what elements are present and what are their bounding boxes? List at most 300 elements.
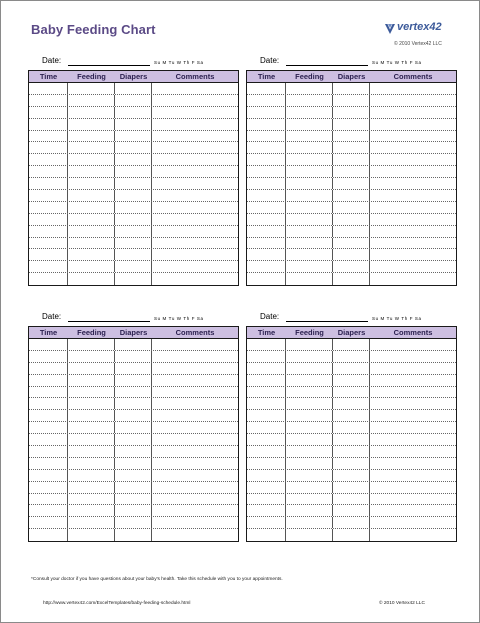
time-cell[interactable] [247,470,286,481]
comments-cell[interactable] [370,398,456,409]
diapers-cell[interactable] [333,95,370,106]
comments-cell[interactable] [370,95,456,106]
feeding-cell[interactable] [286,339,333,350]
time-cell[interactable] [247,482,286,493]
time-cell[interactable] [29,249,68,260]
feeding-cell[interactable] [286,482,333,493]
time-cell[interactable] [29,422,68,433]
comments-cell[interactable] [152,458,238,469]
feeding-cell[interactable] [68,375,115,386]
time-cell[interactable] [29,446,68,457]
diapers-cell[interactable] [115,131,152,142]
feeding-cell[interactable] [68,154,115,165]
feeding-cell[interactable] [286,517,333,528]
diapers-cell[interactable] [115,446,152,457]
feeding-cell[interactable] [68,458,115,469]
feeding-cell[interactable] [68,107,115,118]
table-row [29,261,238,273]
time-cell[interactable] [29,482,68,493]
diapers-cell[interactable] [333,375,370,386]
time-cell[interactable] [247,363,286,374]
comments-cell[interactable] [152,375,238,386]
feeding-cell[interactable] [286,178,333,189]
table-row [29,494,238,506]
comments-cell[interactable] [370,482,456,493]
diapers-cell[interactable] [333,107,370,118]
diapers-cell[interactable] [333,131,370,142]
comments-cell[interactable] [370,446,456,457]
time-cell[interactable] [29,398,68,409]
time-cell[interactable] [247,517,286,528]
diapers-cell[interactable] [333,410,370,421]
diapers-cell[interactable] [333,214,370,225]
time-cell[interactable] [247,398,286,409]
feeding-cell[interactable] [286,95,333,106]
feeding-cell[interactable] [286,351,333,362]
diapers-cell[interactable] [115,375,152,386]
feeding-cell[interactable] [68,178,115,189]
feeding-cell[interactable] [286,238,333,249]
time-cell[interactable] [29,142,68,153]
diapers-cell[interactable] [333,190,370,201]
feeding-cell[interactable] [68,339,115,350]
diapers-cell[interactable] [115,214,152,225]
feeding-cell[interactable] [68,482,115,493]
diapers-cell[interactable] [115,529,152,541]
footer-url-link[interactable]: http://www.vertex42.com/ExcelTemplates/baby-feeding-schedule.html [43,601,191,606]
comments-cell[interactable] [152,398,238,409]
feeding-cell[interactable] [68,529,115,541]
feeding-cell[interactable] [68,261,115,272]
time-cell[interactable] [247,529,286,541]
table-row [29,529,238,541]
feeding-cell[interactable] [286,529,333,541]
comments-cell[interactable] [152,107,238,118]
comments-cell[interactable] [370,166,456,177]
time-cell[interactable] [29,494,68,505]
time-cell[interactable] [247,119,286,130]
feeding-cell[interactable] [286,226,333,237]
time-cell[interactable] [29,458,68,469]
comments-cell[interactable] [152,142,238,153]
diapers-cell[interactable] [333,529,370,541]
diapers-cell[interactable] [333,446,370,457]
table-row [29,517,238,529]
time-cell[interactable] [29,214,68,225]
feeding-cell[interactable] [286,470,333,481]
diapers-cell[interactable] [333,494,370,505]
diapers-cell[interactable] [333,226,370,237]
table-row [29,178,238,190]
comments-cell[interactable] [370,107,456,118]
diapers-cell[interactable] [115,249,152,260]
feeding-cell[interactable] [286,494,333,505]
feeding-cell[interactable] [68,249,115,260]
feeding-cell[interactable] [68,446,115,457]
comments-cell[interactable] [370,470,456,481]
comments-cell[interactable] [152,238,238,249]
time-cell[interactable] [247,375,286,386]
comments-cell[interactable] [370,142,456,153]
day-of-week-options[interactable]: Su M Tu W Th F Sa [154,60,204,65]
diapers-cell[interactable] [115,482,152,493]
diapers-cell[interactable] [115,83,152,94]
diapers-cell[interactable] [115,261,152,272]
comments-cell[interactable] [152,363,238,374]
comments-cell[interactable] [370,238,456,249]
date-label: Date: [260,56,280,65]
table-row [29,422,238,434]
table-row [247,190,456,202]
time-cell[interactable] [247,261,286,272]
feeding-cell[interactable] [68,470,115,481]
feeding-cell[interactable] [68,202,115,213]
diapers-cell[interactable] [115,387,152,398]
time-cell[interactable] [29,119,68,130]
diapers-cell[interactable] [333,142,370,153]
diapers-cell[interactable] [115,273,152,285]
diapers-cell[interactable] [333,363,370,374]
comments-cell[interactable] [370,249,456,260]
table-row [247,410,456,422]
diapers-cell[interactable] [333,202,370,213]
comments-cell[interactable] [152,214,238,225]
time-cell[interactable] [29,95,68,106]
diapers-cell[interactable] [115,339,152,350]
diapers-cell[interactable] [115,458,152,469]
comments-cell[interactable] [370,505,456,516]
feeding-cell[interactable] [286,107,333,118]
feeding-cell[interactable] [286,398,333,409]
diapers-cell[interactable] [115,166,152,177]
column-diapers: Diapers [337,72,366,81]
diapers-cell[interactable] [115,190,152,201]
diapers-cell[interactable] [333,351,370,362]
comments-cell[interactable] [370,154,456,165]
comments-cell[interactable] [370,226,456,237]
comments-cell[interactable] [152,202,238,213]
time-cell[interactable] [29,83,68,94]
feeding-cell[interactable] [68,410,115,421]
time-cell[interactable] [247,238,286,249]
diapers-cell[interactable] [115,517,152,528]
feeding-cell[interactable] [68,166,115,177]
comments-cell[interactable] [152,249,238,260]
feeding-cell[interactable] [286,446,333,457]
time-cell[interactable] [29,410,68,421]
comments-cell[interactable] [152,166,238,177]
time-cell[interactable] [247,202,286,213]
comments-cell[interactable] [152,131,238,142]
time-cell[interactable] [29,375,68,386]
feeding-cell[interactable] [286,434,333,445]
diapers-cell[interactable] [115,226,152,237]
time-cell[interactable] [247,166,286,177]
diapers-cell[interactable] [115,505,152,516]
table-row [29,470,238,482]
comments-cell[interactable] [152,529,238,541]
feeding-cell[interactable] [68,83,115,94]
diapers-cell[interactable] [115,363,152,374]
comments-cell[interactable] [152,494,238,505]
time-cell[interactable] [247,214,286,225]
diapers-cell[interactable] [333,434,370,445]
table-row [247,107,456,119]
feeding-cell[interactable] [68,517,115,528]
comments-cell[interactable] [152,339,238,350]
feeding-cell[interactable] [286,214,333,225]
comments-cell[interactable] [370,363,456,374]
feeding-cell[interactable] [68,214,115,225]
time-cell[interactable] [247,446,286,457]
comments-cell[interactable] [370,83,456,94]
time-cell[interactable] [247,107,286,118]
feeding-cell[interactable] [68,131,115,142]
diapers-cell[interactable] [333,83,370,94]
time-cell[interactable] [29,238,68,249]
diapers-cell[interactable] [115,178,152,189]
time-cell[interactable] [247,410,286,421]
comments-cell[interactable] [152,505,238,516]
time-cell[interactable] [29,261,68,272]
time-cell[interactable] [29,273,68,285]
diapers-cell[interactable] [115,470,152,481]
feeding-cell[interactable] [68,238,115,249]
feeding-cell[interactable] [68,505,115,516]
feeding-cell[interactable] [286,154,333,165]
time-cell[interactable] [29,107,68,118]
feeding-cell[interactable] [68,422,115,433]
comments-cell[interactable] [370,517,456,528]
diapers-cell[interactable] [333,166,370,177]
comments-cell[interactable] [152,261,238,272]
comments-cell[interactable] [152,446,238,457]
date-field[interactable] [286,321,368,322]
time-cell[interactable] [247,339,286,350]
diapers-cell[interactable] [333,387,370,398]
time-cell[interactable] [29,226,68,237]
diapers-cell[interactable] [115,142,152,153]
diapers-cell[interactable] [115,410,152,421]
feeding-cell[interactable] [286,131,333,142]
time-cell[interactable] [247,142,286,153]
diapers-cell[interactable] [333,398,370,409]
time-cell[interactable] [29,517,68,528]
time-cell[interactable] [247,458,286,469]
comments-cell[interactable] [152,351,238,362]
comments-cell[interactable] [370,178,456,189]
comments-cell[interactable] [152,178,238,189]
feeding-cell[interactable] [286,166,333,177]
feeding-cell[interactable] [286,190,333,201]
feeding-cell[interactable] [286,375,333,386]
feeding-cell[interactable] [286,261,333,272]
diapers-cell[interactable] [333,154,370,165]
time-cell[interactable] [247,190,286,201]
comments-cell[interactable] [370,529,456,541]
diapers-cell[interactable] [333,458,370,469]
feeding-cell[interactable] [286,83,333,94]
time-cell[interactable] [247,505,286,516]
feeding-cell[interactable] [286,119,333,130]
time-cell[interactable] [29,202,68,213]
comments-cell[interactable] [152,273,238,285]
comments-cell[interactable] [152,517,238,528]
feeding-cell[interactable] [68,363,115,374]
date-field[interactable] [68,65,150,66]
diapers-cell[interactable] [115,107,152,118]
diapers-cell[interactable] [115,154,152,165]
time-cell[interactable] [29,166,68,177]
feeding-cell[interactable] [286,410,333,421]
comments-cell[interactable] [152,410,238,421]
time-cell[interactable] [29,131,68,142]
time-cell[interactable] [29,154,68,165]
diapers-cell[interactable] [333,422,370,433]
feeding-cell[interactable] [286,363,333,374]
comments-cell[interactable] [370,273,456,285]
comments-cell[interactable] [370,458,456,469]
time-cell[interactable] [29,529,68,541]
footnote: *Consult your doctor if you have questions about your baby's health. Take this schedule with you to your appointments. [31,577,283,582]
time-cell[interactable] [247,422,286,433]
feeding-cell[interactable] [68,434,115,445]
diapers-cell[interactable] [333,119,370,130]
comments-cell[interactable] [152,470,238,481]
feeding-cell[interactable] [286,458,333,469]
diapers-cell[interactable] [333,273,370,285]
column-comments: Comments [175,72,215,81]
diapers-cell[interactable] [333,517,370,528]
diapers-cell[interactable] [333,249,370,260]
table-row [29,363,238,375]
comments-cell[interactable] [152,190,238,201]
time-cell[interactable] [247,226,286,237]
feeding-cell[interactable] [68,494,115,505]
day-of-week-options[interactable]: Su M Tu W Th F Sa [372,316,422,321]
diapers-cell[interactable] [115,119,152,130]
table-body [29,83,238,285]
comments-cell[interactable] [152,154,238,165]
comments-cell[interactable] [152,226,238,237]
feeding-cell[interactable] [286,273,333,285]
time-cell[interactable] [29,178,68,189]
diapers-cell[interactable] [333,470,370,481]
comments-cell[interactable] [370,410,456,421]
comments-cell[interactable] [152,482,238,493]
time-cell[interactable] [247,95,286,106]
feeding-table [246,70,457,286]
diapers-cell[interactable] [333,238,370,249]
feeding-cell[interactable] [286,505,333,516]
feeding-cell[interactable] [286,387,333,398]
feeding-cell[interactable] [68,190,115,201]
time-cell[interactable] [29,351,68,362]
comments-cell[interactable] [370,190,456,201]
feeding-cell[interactable] [286,249,333,260]
time-cell[interactable] [29,387,68,398]
time-cell[interactable] [29,363,68,374]
comments-cell[interactable] [370,261,456,272]
time-cell[interactable] [247,83,286,94]
comments-cell[interactable] [370,422,456,433]
comments-cell[interactable] [370,339,456,350]
feeding-cell[interactable] [68,398,115,409]
diapers-cell[interactable] [115,202,152,213]
comments-cell[interactable] [370,387,456,398]
feeding-cell[interactable] [286,422,333,433]
diapers-cell[interactable] [333,339,370,350]
diapers-cell[interactable] [115,95,152,106]
day-of-week-options[interactable]: Su M Tu W Th F Sa [154,316,204,321]
comments-cell[interactable] [370,351,456,362]
feeding-cell[interactable] [286,202,333,213]
diapers-cell[interactable] [115,494,152,505]
time-cell[interactable] [247,178,286,189]
comments-cell[interactable] [370,214,456,225]
diapers-cell[interactable] [115,238,152,249]
feeding-cell[interactable] [68,351,115,362]
diapers-cell[interactable] [115,422,152,433]
time-cell[interactable] [247,494,286,505]
diapers-cell[interactable] [333,482,370,493]
diapers-cell[interactable] [115,434,152,445]
comments-cell[interactable] [370,131,456,142]
time-cell[interactable] [247,351,286,362]
time-cell[interactable] [29,190,68,201]
feeding-cell[interactable] [68,273,115,285]
date-label: Date: [260,312,280,321]
time-cell[interactable] [29,470,68,481]
comments-cell[interactable] [152,387,238,398]
comments-cell[interactable] [370,434,456,445]
comments-cell[interactable] [152,95,238,106]
date-field[interactable] [68,321,150,322]
diapers-cell[interactable] [333,178,370,189]
time-cell[interactable] [29,339,68,350]
time-cell[interactable] [247,273,286,285]
comments-cell[interactable] [152,119,238,130]
time-cell[interactable] [247,434,286,445]
comments-cell[interactable] [370,119,456,130]
time-cell[interactable] [29,434,68,445]
diapers-cell[interactable] [333,505,370,516]
feeding-cell[interactable] [68,387,115,398]
column-time: Time [39,72,58,81]
time-cell[interactable] [247,387,286,398]
diapers-cell[interactable] [115,351,152,362]
diapers-cell[interactable] [333,261,370,272]
feeding-cell[interactable] [68,142,115,153]
feeding-cell[interactable] [68,95,115,106]
diapers-cell[interactable] [115,398,152,409]
comments-cell[interactable] [370,494,456,505]
time-cell[interactable] [29,505,68,516]
feeding-cell[interactable] [286,142,333,153]
time-cell[interactable] [247,249,286,260]
date-field[interactable] [286,65,368,66]
time-cell[interactable] [247,131,286,142]
time-cell[interactable] [247,154,286,165]
comments-cell[interactable] [152,83,238,94]
feeding-cell[interactable] [68,119,115,130]
day-of-week-options[interactable]: Su M Tu W Th F Sa [372,60,422,65]
comments-cell[interactable] [152,422,238,433]
comments-cell[interactable] [370,202,456,213]
comments-cell[interactable] [152,434,238,445]
comments-cell[interactable] [370,375,456,386]
feeding-cell[interactable] [68,226,115,237]
